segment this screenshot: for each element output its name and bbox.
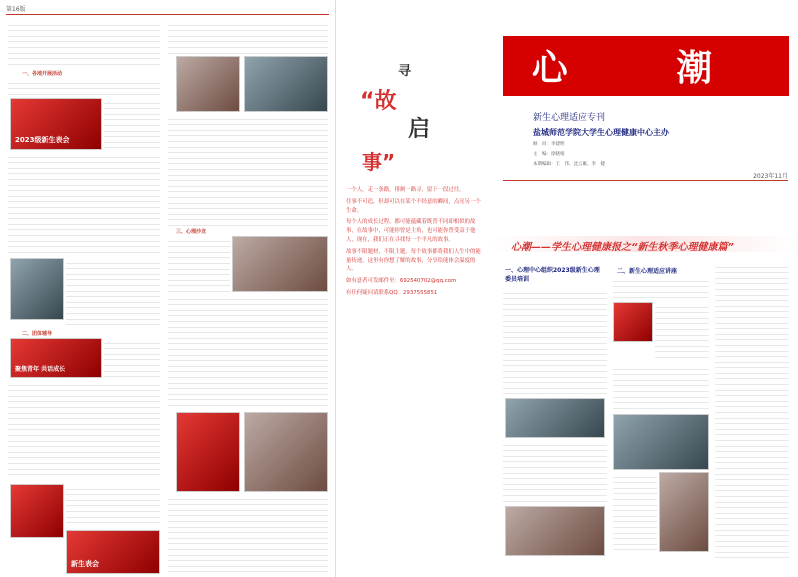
article-text-block — [66, 258, 160, 328]
event-photo — [10, 484, 64, 538]
event-photo — [232, 236, 328, 292]
article-text-block — [655, 302, 709, 362]
article-text-block — [613, 364, 709, 412]
event-photo — [505, 398, 605, 438]
event-photo — [10, 258, 64, 320]
article-text-block — [715, 262, 789, 562]
section-title: 一、各地开展活动 — [22, 71, 63, 77]
title-char-gu: “故 — [360, 89, 397, 114]
photo-caption: 2023级新生表会 — [15, 136, 70, 144]
event-photo — [10, 338, 102, 378]
publisher: 盐城师范学院大学生心理健康中心主办 — [533, 128, 669, 137]
event-photo — [66, 530, 160, 574]
event-photo — [505, 506, 605, 556]
masthead-title: 心 潮 — [531, 47, 761, 89]
left-page — [0, 0, 336, 577]
middle-page — [336, 0, 491, 577]
header-rule — [503, 180, 788, 181]
notice-paragraph: 故事不限题材，不限主题，每个故事都将我们人生中的能量传递，这里有你想了解的故事，分享给能体会温度的人。 — [346, 248, 481, 273]
notice-paragraph: 一个人，走一条路，徘徊一路寻，留下一段过往。 — [346, 187, 465, 193]
column-title: 二、新生心理适应讲座 — [617, 268, 678, 275]
event-photo — [659, 472, 709, 552]
event-photo — [244, 56, 328, 112]
event-photo — [244, 412, 328, 492]
article-text-block — [613, 472, 657, 552]
notice-qq: 有任何疑问请联系QQ：2937555851 — [346, 289, 438, 296]
event-photo — [613, 302, 653, 342]
issue-info — [533, 110, 789, 168]
section-title: 二、团体辅导 — [22, 331, 53, 337]
article-text-block — [168, 236, 230, 292]
notice-paragraph: 每个人的成长过程，都可能蕴藏着既普不同却相似的故事，在故事中，可能你曾是主角，也可能你曾受益于他人，现在，我们正在寻找每一个平凡的故事。 — [346, 219, 476, 243]
article-text-block — [168, 114, 328, 226]
article-text-block — [8, 152, 160, 257]
issue-date: 2023年11月 — [753, 173, 788, 180]
page-number: 第16版 — [6, 6, 26, 13]
photo-caption: 新生表会 — [71, 560, 99, 568]
notice-email: 如有意者可发邮件至：692540702@qq.com — [346, 278, 457, 285]
title-char-qi: 启 — [408, 117, 431, 142]
notice-paragraph: 往事不可追，但却可以在某个不经意的瞬间，点亮另一个生命。 — [346, 198, 481, 214]
event-photo — [10, 98, 102, 150]
editor: 主 编：徐晓娟 — [533, 152, 565, 157]
article-text-block — [503, 288, 607, 396]
article-text-block — [8, 78, 160, 96]
staff: 本期编辑：王 伟、沈云雁、李 婕 — [533, 162, 605, 167]
column-title: 一、心理中心组织2023级新生心理委员培训 — [505, 267, 600, 283]
header-rule — [6, 14, 329, 15]
article-text-block — [66, 484, 160, 528]
advisor: 顾 问：李建明 — [533, 142, 565, 147]
title-char-xun: 寻 — [398, 64, 412, 79]
right-page — [491, 0, 798, 577]
event-photo — [613, 414, 709, 470]
section-title: 三、心理沙龙 — [176, 229, 207, 235]
title-char-shi: 事” — [362, 150, 396, 174]
article-text-block — [168, 20, 328, 54]
masthead-banner — [503, 36, 789, 96]
article-text-block — [168, 494, 328, 574]
article-text-block — [8, 20, 160, 68]
article-text-block — [104, 98, 160, 150]
article-text-block — [503, 440, 607, 506]
article-text-block — [168, 294, 328, 410]
notice-body — [346, 186, 484, 301]
article-text-block — [8, 380, 160, 480]
main-headline: 心潮——学生心理健康报之“新生秋季心理健康篇” — [511, 242, 734, 253]
event-photo — [176, 412, 240, 492]
article-text-block — [104, 338, 160, 378]
photo-slogan: 聚焦青年 共话成长 — [15, 366, 66, 373]
article-text-block — [613, 276, 709, 300]
issue-title: 新生心理适应专刊 — [533, 113, 606, 123]
event-photo — [176, 56, 240, 112]
